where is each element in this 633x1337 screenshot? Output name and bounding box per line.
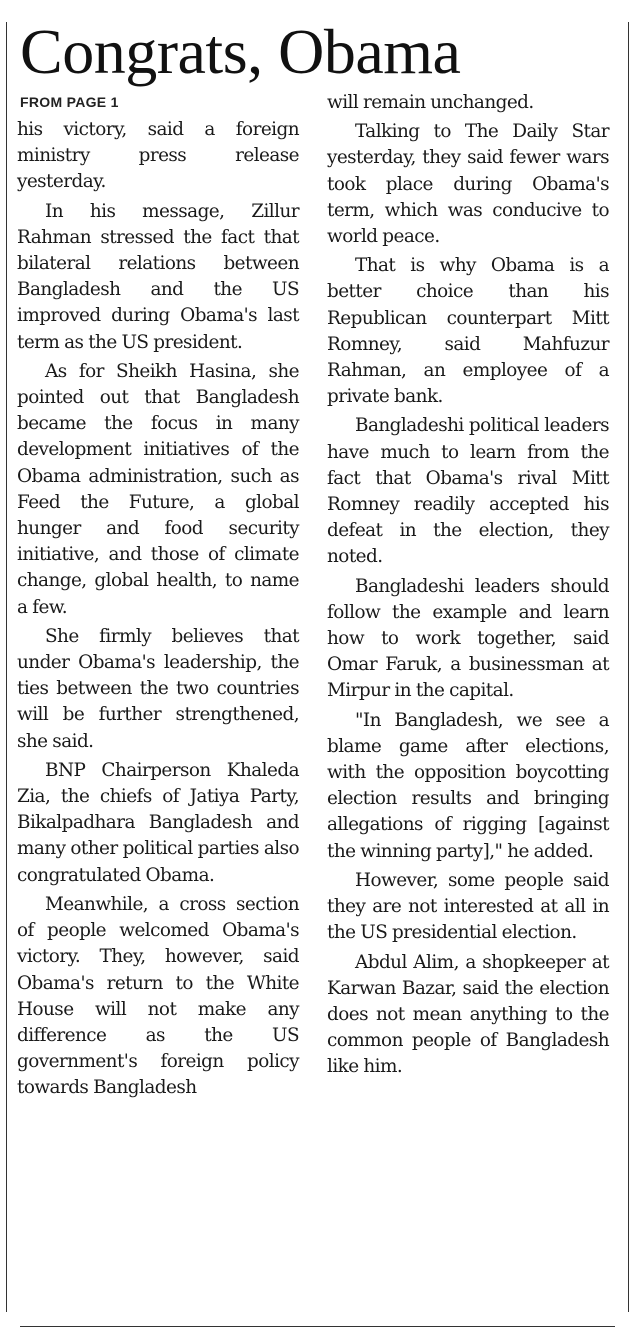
paragraph: his victory, said a foreign ministry press release yesterday. [17, 119, 299, 193]
right-column-rule [628, 22, 629, 1312]
paragraph: That is why Obama is a better choice than his Republican counterpart Mitt Romney, said Mahfuzur Rahman, an employee of a private bank. [327, 255, 609, 408]
paragraph: BNP Chairperson Khaleda Zia, the chiefs of Jatiya Party, Bikalpadhara Bangladesh and many other political parties also congratulated Obama. [17, 759, 299, 886]
headline: Congrats, Obama [20, 16, 461, 87]
paragraph: Bangladeshi leaders should follow the example and learn how to work together, said Omar Faruk, a businessman at Mirpur in the capital. [327, 575, 609, 702]
paragraph: Meanwhile, a cross section of people welcomed Obama's victory. They, however, said Obama's return to the White House will not make any difference as the US government's foreign policy towards Bangladesh [17, 893, 299, 1099]
paragraph: Bangladeshi political leaders have much to learn from the fact that Obama's rival Mitt Romney readily accepted his defeat in the election, they noted. [327, 415, 609, 568]
paragraph: However, some people said they are not interested at all in the US presidential election. [327, 869, 609, 944]
paragraph: "In Bangladesh, we see a blame game after elections, with the opposition boycotting election results and bringing allegations of rigging [against the winning party]," he added. [327, 709, 609, 862]
paragraph: Talking to The Daily Star yesterday, they said fewer wars took place during Obama's term, which was conducive to world peace. [327, 121, 609, 248]
article-column-left [17, 117, 299, 1105]
paragraph: In his message, Zillur Rahman stressed the fact that bilateral relations between Bangladesh and the US improved during Obama's last term as the US president. [17, 200, 299, 353]
paragraph: She firmly believes that under Obama's leadership, the ties between the two countries will be further strengthened, she said. [17, 625, 299, 752]
paragraph: will remain unchanged. [327, 92, 534, 113]
article-column-right [327, 90, 609, 1084]
left-column-rule [6, 22, 7, 1312]
paragraph: Abdul Alim, a shopkeeper at Karwan Bazar, said the election does not mean anything to the common people of Bangladesh like him. [327, 951, 609, 1078]
bottom-rule [20, 1326, 615, 1327]
continuation-kicker: FROM PAGE 1 [20, 94, 119, 110]
paragraph: As for Sheikh Hasina, she pointed out that Bangladesh became the focus in many development initiatives of the Obama administration, such as Feed the Future, a global hunger and food security initiative, and those of climate change, global health, to name a few. [17, 360, 299, 618]
